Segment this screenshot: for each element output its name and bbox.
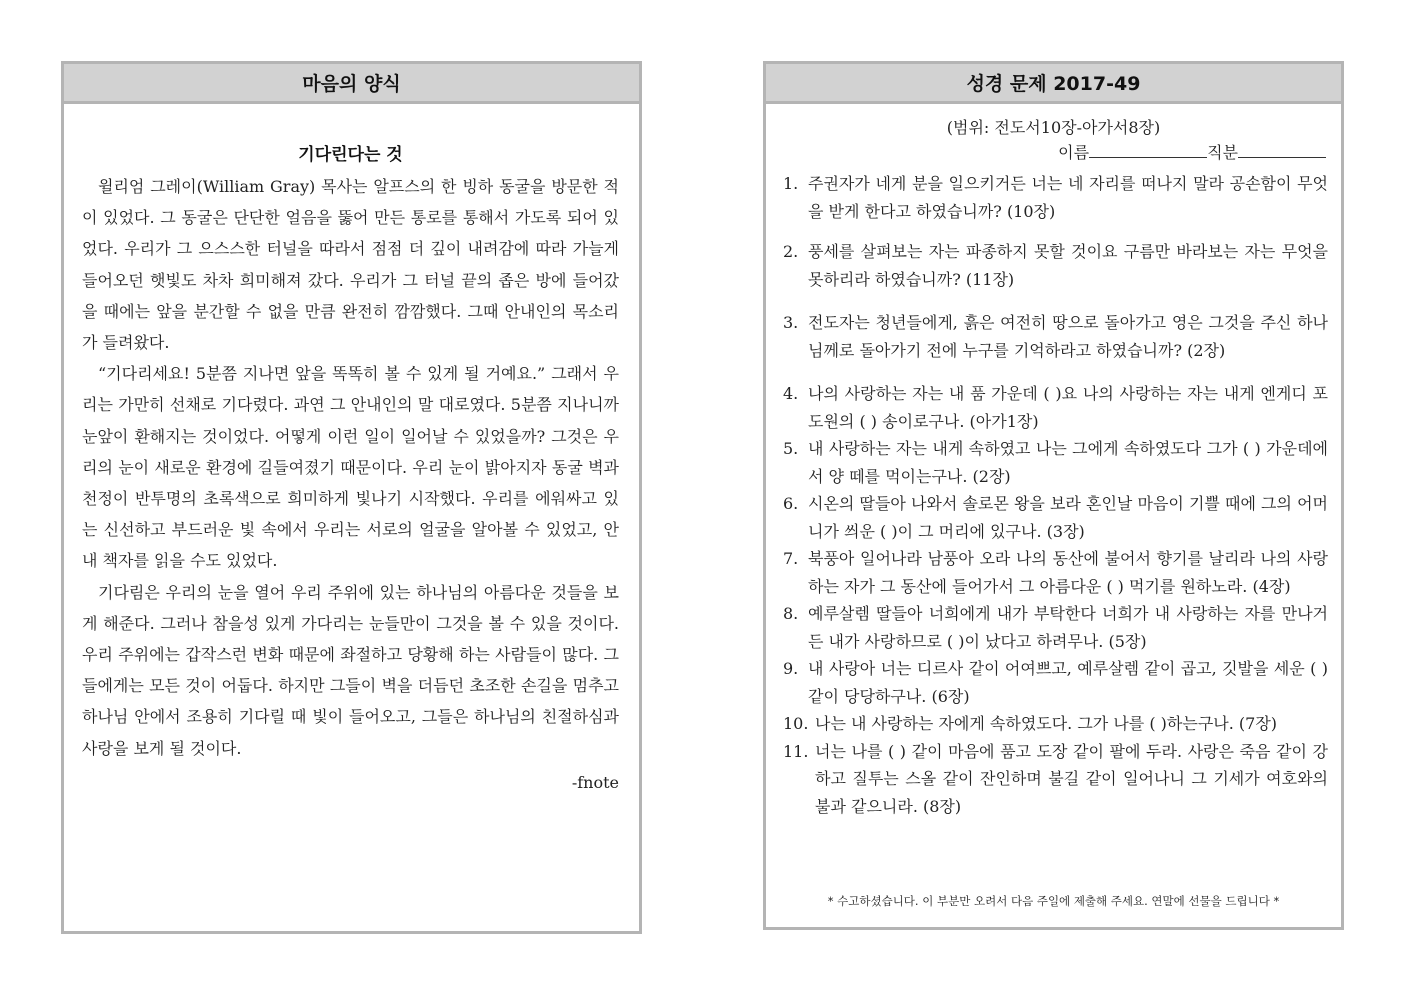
question-number: 4. — [783, 384, 799, 403]
article-paragraph: “기다리세요! 5분쯤 지나면 앞을 똑똑히 볼 수 있게 될 거예요.” 그래서 우리는 가만히 선채로 기다렸다. 과연 그 안내인의 말 대로였다. 5분쯤 지나니까 눈앞이 환해지는 것이었다. 어떻게 이런 일이 일어날 수 있었을까? 그것은 우리의 눈이 새로운 환경에 길들여졌기 때문이다. 우리 눈이 밝아지자 동굴 벽과 천정이 반투명의 초록색으로 희미하게 빛나기 시작했다. 우리를 에워싸고 있는 신선하고 부드러운 빛 속에서 우리는 서로의 얼굴을 알아볼 수 있었고, 안내 책자를 읽을 수도 있었다. — [82, 364, 619, 571]
question-text: 주권자가 네게 분을 일으키거든 너는 네 자리를 떠나지 말라 공손함이 무엇을 받게 한다고 하였습니까? (10장) — [808, 174, 1328, 221]
question-text: 시온의 딸들아 나와서 솔로몬 왕을 보라 혼인날 마음이 기쁠 때에 그의 어머니가 씌운 ( )이 그 머리에 있구나. (3장) — [808, 494, 1328, 541]
name-label: 이름 — [1058, 143, 1090, 162]
question-item — [783, 710, 1328, 738]
question-item — [783, 435, 1328, 490]
question-item — [783, 490, 1328, 545]
question-number: 10. — [783, 714, 809, 733]
question-number: 8. — [783, 604, 799, 623]
name-blank[interactable] — [1089, 140, 1207, 158]
name-position-line — [1058, 140, 1326, 164]
question-text: 나의 사랑하는 자는 내 품 가운데 ( )요 나의 사랑하는 자는 내게 엔게디 포도원의 ( ) 송이로구나. (아가1장) — [808, 384, 1328, 431]
question-item — [783, 655, 1328, 710]
question-number: 7. — [783, 549, 799, 568]
reading-panel-header: 마음의 양식 — [64, 64, 639, 104]
question-item — [783, 309, 1328, 364]
question-item — [783, 170, 1328, 225]
question-number: 3. — [783, 313, 799, 332]
question-number: 11. — [783, 741, 809, 761]
article-paragraph: 윌리엄 그레이(William Gray) 목사는 알프스의 한 빙하 동굴을 방문한 적이 있었다. 그 동굴은 단단한 얼음을 뚫어 만든 통로를 통해서 가도록 되어 있었다. 우리가 그 으스스한 터널을 따라서 점점 더 깊이 내려감에 따라 가늘게 들어오던 햇빛도 차차 희미해져 갔다. 우리가 그 터널 끝의 좁은 방에 들어갔을 때에는 앞을 분간할 수 없을 만큼 완전히 깜깜했다. 그때 안내인의 목소리가 들려왔다. — [82, 177, 619, 353]
article-source: -fnote — [571, 772, 619, 792]
question-text: 나는 내 사랑하는 자에게 속하였도다. 그가 나를 ( )하는구나. (7장) — [815, 714, 1278, 733]
question-number: 9. — [783, 659, 799, 678]
question-number: 6. — [783, 494, 799, 513]
question-text: 북풍아 일어나라 남풍아 오라 나의 동산에 불어서 향기를 날리라 나의 사랑하는 자가 그 동산에 들어가서 그 아름다운 ( ) 먹기를 원하노라. (4장) — [808, 549, 1328, 596]
question-item — [783, 238, 1328, 293]
quiz-range: (범위: 전도서10장-아가서8장) — [946, 118, 1161, 137]
question-text: 내 사랑하는 자는 내게 속하였고 나는 그에게 속하였도다 그가 ( ) 가운데에서 양 떼를 먹이는구나. (2장) — [808, 439, 1328, 486]
position-label: 직분 — [1207, 143, 1238, 162]
reading-panel — [61, 61, 642, 934]
question-number: 2. — [783, 242, 799, 261]
article — [82, 140, 619, 798]
question-list — [783, 170, 1328, 820]
question-number: 5. — [783, 439, 799, 458]
question-item — [783, 545, 1328, 600]
submission-note: * 수고하셨습니다. 이 부분만 오려서 다음 주일에 제출해 주세요. 연말에 선물을 드립니다 * — [827, 894, 1280, 908]
question-text: 전도자는 청년들에게, 흙은 여전히 땅으로 돌아가고 영은 그것을 주신 하나님께로 돌아가기 전에 누구를 기억하라고 하였습니까? (2장) — [808, 313, 1328, 360]
quiz-panel-header: 성경 문제 2017-49 — [766, 64, 1341, 104]
question-number: 1. — [783, 174, 799, 193]
position-blank[interactable] — [1238, 140, 1326, 158]
question-text: 너는 나를 ( ) 같이 마음에 품고 도장 같이 팔에 두라. 사랑은 죽음 같이 강하고 질투는 스올 같이 잔인하며 불길 같이 일어나니 그 기세가 여호와의 불과 같으니라. (8장) — [815, 741, 1328, 816]
article-paragraph: 기다림은 우리의 눈을 열어 우리 주위에 있는 하나님의 아름다운 것들을 보게 해준다. 그러나 참을성 있게 가다리는 눈들만이 그것을 볼 수 있을 것이다. 우리 주위에는 갑작스런 변화 때문에 좌절하고 당황해 하는 사람들이 많다. 그들에게는 모든 것이 어둡다. 하지만 그들이 벽을 더듬던 초조한 손길을 멈추고 하나님 안에서 조용히 기다릴 때 빛이 들어오고, 그들은 하나님의 친절하심과 사랑을 보게 될 것이다. — [82, 582, 619, 758]
question-item — [783, 738, 1328, 821]
question-text: 내 사랑아 너는 디르사 같이 어여쁘고, 예루살렘 같이 곱고, 깃발을 세운 ( )같이 당당하구나. (6장) — [808, 659, 1328, 706]
question-text: 예루살렘 딸들아 너희에게 내가 부탁한다 너희가 내 사랑하는 자를 만나거든 내가 사랑하므로 ( )이 났다고 하려무나. (5장) — [808, 604, 1328, 651]
question-text: 풍세를 살펴보는 자는 파종하지 못할 것이요 구름만 바라보는 자는 무엇을 못하리라 하였습니까? (11장) — [808, 242, 1328, 289]
question-item — [783, 600, 1328, 655]
question-item — [783, 380, 1328, 435]
article-title: 기다린다는 것 — [298, 145, 403, 165]
quiz-panel — [763, 61, 1344, 930]
